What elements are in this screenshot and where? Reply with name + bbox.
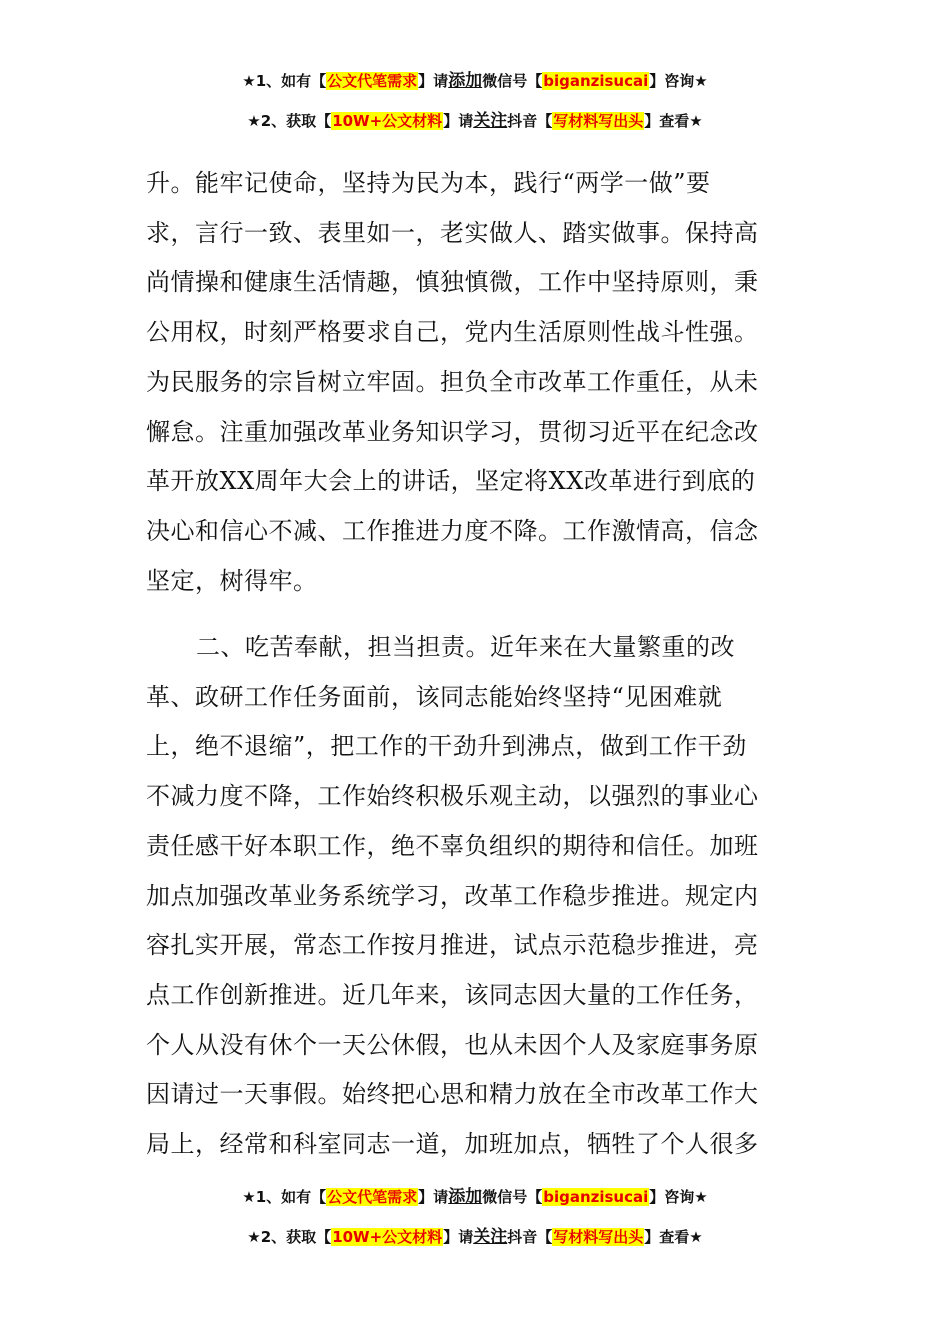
body-line: 加点加强改革业务系统学习，改革工作稳步推进。规定内	[146, 882, 759, 910]
body-line: 个人从没有休个一天公休假，也从未因个人及家庭事务原	[146, 1031, 759, 1059]
body-line: 尚情操和健康生活情趣，慎独慎微，工作中坚持原则，秉	[146, 268, 759, 296]
promo-text: 】请	[418, 72, 449, 90]
promo-suffix: 】咨询★	[649, 1188, 708, 1206]
body-line: 求，言行一致、表里如一，老实做人、踏实做事。保持高	[146, 219, 759, 247]
promo-highlight-materials: 10W+公文材料	[332, 1228, 443, 1246]
body-line: 升。能牢记使命，坚持为民为本，践行“两学一做”要	[146, 169, 711, 197]
promo-highlight-douyin: 写材料写出头	[553, 1228, 644, 1246]
body-line: 革、政研工作任务面前，该同志能始终坚持“见困难就	[146, 683, 723, 711]
body-line: 局上，经常和科室同志一道，加班加点，牺牲了个人很多	[146, 1130, 759, 1158]
body-line: 懈怠。注重加强改革业务知识学习，贯彻习近平在纪念改	[146, 418, 759, 446]
promo-text: 抖音【	[507, 112, 553, 130]
promo-text: 】请	[443, 1228, 474, 1246]
body-line: 坚定，树得牢。	[146, 567, 318, 595]
promo-emphasis: 关注	[473, 1227, 508, 1247]
promo-suffix: 】咨询★	[649, 72, 708, 90]
promo-highlight-materials: 10W+公文材料	[332, 112, 443, 130]
promo-prefix: ★1、如有【	[242, 1188, 327, 1206]
body-line: 决心和信心不减、工作推进力度不降。工作激情高，信念	[146, 517, 759, 545]
header-promo-line-1	[0, 71, 950, 91]
promo-text: 】请	[418, 1188, 449, 1206]
promo-prefix: ★2、获取【	[247, 1228, 332, 1246]
footer-promo-line-1	[0, 1187, 950, 1207]
promo-emphasis: 关注	[473, 111, 508, 131]
promo-highlight-wechat-id: biganzisucai	[543, 72, 649, 90]
footer-promo-line-2	[0, 1227, 950, 1247]
body-line: 革开放XX周年大会上的讲话，坚定将XX改革进行到底的	[146, 467, 756, 495]
promo-highlight-wechat-id: biganzisucai	[543, 1188, 649, 1206]
promo-highlight-service: 公文代笔需求	[327, 72, 418, 90]
body-line: 点工作创新推进。近几年来，该同志因大量的工作任务，	[146, 981, 759, 1009]
promo-text: 抖音【	[507, 1228, 553, 1246]
promo-emphasis: 添加	[448, 71, 483, 91]
promo-emphasis: 添加	[448, 1187, 483, 1207]
body-line: 因请过一天事假。始终把心思和精力放在全市改革工作大	[146, 1080, 759, 1108]
promo-text: 】请	[443, 112, 474, 130]
body-line: 上，绝不退缩”，把工作的干劲升到沸点，做到工作干劲	[146, 732, 747, 760]
promo-text: 微信号【	[482, 1188, 543, 1206]
header-promo-line-2	[0, 111, 950, 131]
promo-highlight-service: 公文代笔需求	[327, 1188, 418, 1206]
promo-suffix: 】查看★	[644, 112, 703, 130]
body-line: 为民服务的宗旨树立牢固。担负全市改革工作重任，从未	[146, 368, 759, 396]
promo-prefix: ★1、如有【	[242, 72, 327, 90]
section-heading-line: 二、吃苦奉献，担当担责。近年来在大量繁重的改	[196, 633, 735, 661]
promo-highlight-douyin: 写材料写出头	[553, 112, 644, 130]
body-line: 公用权，时刻严格要求自己，党内生活原则性战斗性强。	[146, 318, 759, 346]
body-line: 容扎实开展，常态工作按月推进，试点示范稳步推进，亮	[146, 931, 759, 959]
body-line: 责任感干好本职工作，绝不辜负组织的期待和信任。加班	[146, 832, 759, 860]
promo-suffix: 】查看★	[644, 1228, 703, 1246]
promo-text: 微信号【	[482, 72, 543, 90]
body-line: 不减力度不降，工作始终积极乐观主动，以强烈的事业心	[146, 782, 759, 810]
promo-prefix: ★2、获取【	[247, 112, 332, 130]
